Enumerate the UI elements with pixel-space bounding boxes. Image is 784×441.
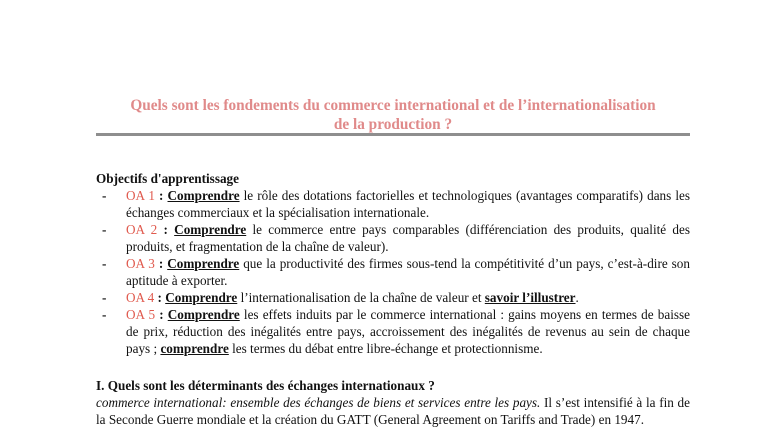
objective-text: l’internationalisation de la chaîne de valeur et <box>237 290 485 305</box>
objective-colon: : <box>155 307 168 322</box>
bullet-dash: - <box>102 188 107 203</box>
objective-text: les effets induits par le commerce international : gains moyens en termes de baisse de prix, réduction des inégalités entre pays, accroissement des inégalités de revenus au sein de chaque pays ; <box>126 307 690 356</box>
objective-item-oa2 <box>96 221 690 255</box>
bullet-dash: - <box>102 290 107 305</box>
objective-colon: : <box>157 222 175 237</box>
objective-code: OA 3 <box>126 256 155 271</box>
title-line-2: de la production ? <box>333 116 453 133</box>
objective-text-2: . <box>575 290 579 305</box>
objective-keyword: Comprendre <box>167 307 240 322</box>
objective-keyword: Comprendre <box>174 222 247 237</box>
objective-text: le rôle des dotations factorielles et technologiques (avantages comparatifs) dans les échanges commerciaux et la spécialisation internationale. <box>126 188 690 220</box>
objective-code: OA 2 <box>126 222 158 237</box>
objective-code: OA 1 <box>126 188 155 203</box>
paragraph-text: Il s’est intensifié à la fin de la Seconde Guerre mondiale et la création du GATT (General Agreement on Tariffs and Trade) en 1947. <box>96 395 690 427</box>
objective-colon: : <box>154 256 168 271</box>
objective-keyword-2: comprendre <box>160 341 229 356</box>
objective-item-oa5 <box>96 306 690 357</box>
part-one-paragraph <box>96 394 690 428</box>
part-one-heading: I. Quels sont les déterminants des échanges internationaux ? <box>96 378 435 393</box>
objective-colon: : <box>154 290 166 305</box>
objective-item-oa4 <box>96 289 690 306</box>
objective-item-oa1 <box>96 187 690 221</box>
bullet-dash: - <box>102 307 107 322</box>
part-one-section <box>96 377 690 428</box>
objectives-list <box>96 187 690 357</box>
objective-item-oa3 <box>96 255 690 289</box>
title-line-1: Quels sont les fondements du commerce international et de l’internationalisation <box>130 97 656 114</box>
bullet-dash: - <box>102 222 107 237</box>
objective-text-2: les termes du débat entre libre-échange et protectionnisme. <box>228 341 543 356</box>
objective-code: OA 4 <box>126 290 155 305</box>
objective-text: que la productivité des firmes sous-tend la compétitivité d’un pays, c’est-à-dire son aptitude à exporter. <box>126 256 690 288</box>
objective-text: le commerce entre pays comparables (différenciation des produits, qualité des produits, et fragmentation de la chaîne de valeur). <box>126 222 690 254</box>
bullet-dash: - <box>102 256 107 271</box>
objective-code: OA 5 <box>126 307 156 322</box>
objectives-heading: Objectifs d'apprentissage <box>96 171 239 186</box>
objective-colon: : <box>154 188 168 203</box>
definition-italic: commerce international: ensemble des échanges de biens et services entre les pays. <box>96 395 541 410</box>
objective-keyword-2: savoir l’illustrer <box>484 290 576 305</box>
page-title <box>96 96 690 134</box>
objective-keyword: Comprendre <box>165 290 238 305</box>
objective-keyword: Comprendre <box>167 188 240 203</box>
title-underline-rule <box>96 133 690 136</box>
objective-keyword: Comprendre <box>167 256 240 271</box>
